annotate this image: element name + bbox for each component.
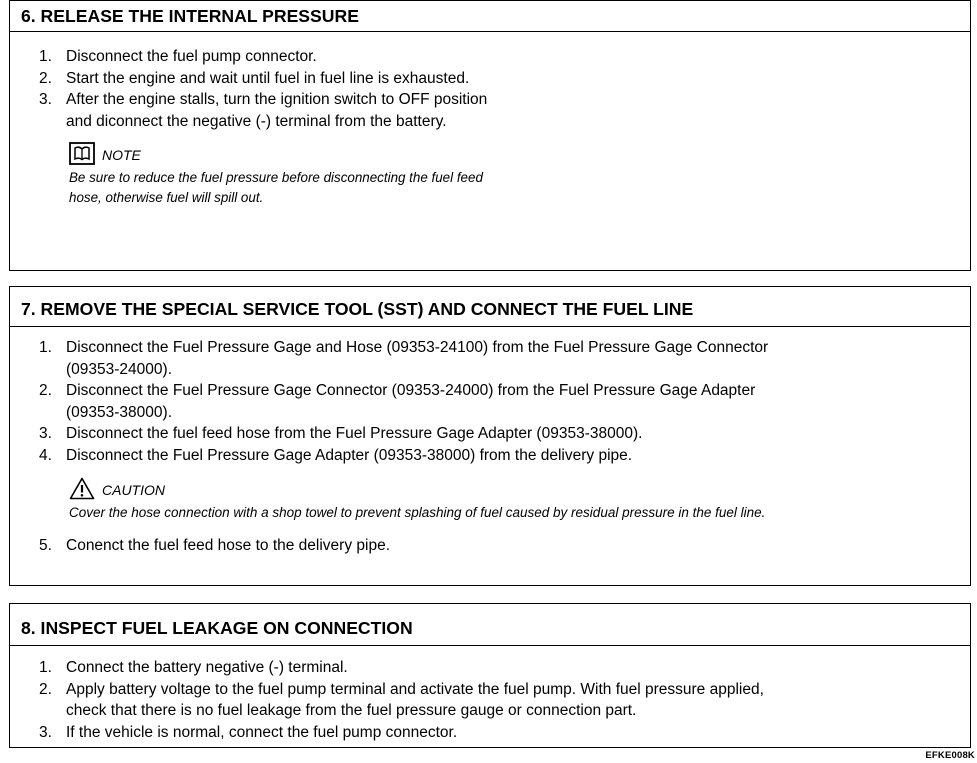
step-number: 2. (39, 382, 52, 399)
step-number: 3. (39, 91, 52, 108)
step-item (10, 679, 970, 722)
step-item (10, 380, 970, 423)
step-number: 3. (39, 723, 52, 741)
section-remove-sst-connect-fuel-line (9, 286, 971, 586)
caution-box (10, 477, 970, 523)
step-text-continued: and diconnect the negative (-) terminal from the battery. (66, 112, 447, 130)
step-number: 4. (39, 446, 52, 464)
step-text: Disconnect the Fuel Pressure Gage Adapter (09353-38000) from the delivery pipe. (66, 446, 633, 464)
book-icon (69, 142, 95, 168)
step-list (10, 327, 970, 466)
caution-title: CAUTION (102, 482, 165, 498)
step-number: 1. (39, 48, 52, 65)
section-release-internal-pressure (9, 0, 971, 271)
step-text: If the vehicle is normal, connect the fuel pump connector. (66, 723, 458, 741)
note-box (10, 142, 970, 208)
step-number: 1. (39, 339, 52, 356)
step-number: 5. (39, 537, 52, 554)
step-item (10, 68, 970, 90)
step-text: Disconnect the Fuel Pressure Gage and Hose (09353-24100) from the Fuel Pressure Gage Connector (66, 339, 769, 356)
step-text: Connect the battery negative (-) terminal. (66, 659, 348, 676)
step-item (10, 535, 970, 557)
step-item (10, 89, 970, 132)
step-text: Start the engine and wait until fuel in fuel line is exhausted. (66, 69, 470, 87)
step-text: Conenct the fuel feed hose to the delivery pipe. (66, 537, 390, 554)
step-text: Apply battery voltage to the fuel pump terminal and activate the fuel pump. With fuel pressure applied, (66, 680, 764, 698)
section-inspect-fuel-leakage (9, 603, 971, 748)
step-list (10, 32, 970, 132)
step-item (10, 445, 970, 467)
step-text: Disconnect the fuel pump connector. (66, 48, 317, 65)
step-text-continued: (09353-38000). (66, 403, 172, 421)
section-title: 6. RELEASE THE INTERNAL PRESSURE (10, 1, 970, 32)
note-text: Be sure to reduce the fuel pressure before disconnecting the fuel feed (69, 170, 483, 185)
step-text-continued: (09353-24000). (66, 360, 172, 378)
section-title: 7. REMOVE THE SPECIAL SERVICE TOOL (SST) AND CONNECT THE FUEL LINE (10, 287, 970, 327)
step-item (10, 337, 970, 380)
note-header (69, 142, 970, 168)
step-text: Disconnect the fuel feed hose from the Fuel Pressure Gage Adapter (09353-38000). (66, 425, 643, 442)
step-text-continued: check that there is no fuel leakage from the fuel pressure gauge or connection part. (66, 702, 637, 719)
step-number: 3. (39, 425, 52, 442)
step-text: After the engine stalls, turn the ignition switch to OFF position (66, 91, 488, 108)
note-text: hose, otherwise fuel will spill out. (69, 190, 264, 205)
step-item (10, 722, 970, 744)
step-item (10, 657, 970, 679)
step-list (10, 523, 970, 557)
caution-header (69, 477, 970, 503)
step-item (10, 423, 970, 445)
step-number: 2. (39, 69, 52, 87)
warning-icon (69, 477, 95, 503)
step-text: Disconnect the Fuel Pressure Gage Connector (09353-24000) from the Fuel Pressure Gage Adapter (66, 382, 756, 399)
section-title: 8. INSPECT FUEL LEAKAGE ON CONNECTION (10, 604, 970, 646)
step-item (10, 46, 970, 68)
step-number: 1. (39, 659, 52, 676)
note-title: NOTE (102, 147, 141, 163)
step-number: 2. (39, 680, 52, 698)
step-list (10, 646, 970, 743)
figure-code: EFKE008K (925, 750, 975, 761)
caution-text: Cover the hose connection with a shop towel to prevent splashing of fuel caused by residual pressure in the fuel line. (69, 505, 766, 520)
